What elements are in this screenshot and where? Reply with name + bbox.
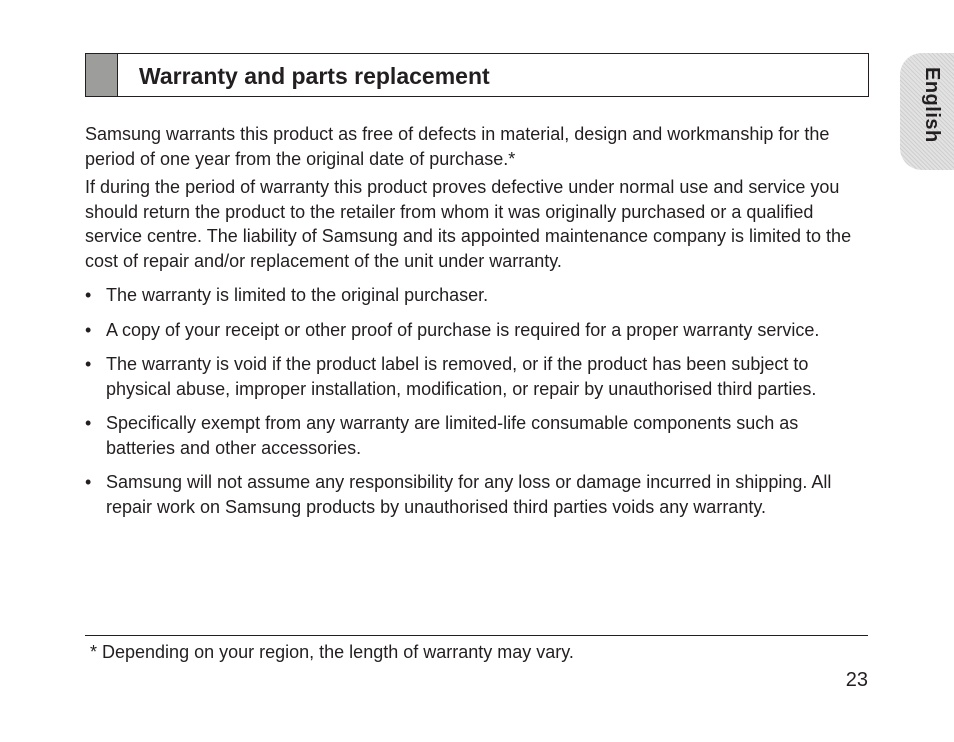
- bullet-item: [85, 283, 871, 308]
- bullet-icon: •: [85, 319, 92, 340]
- bullet-list: [85, 283, 871, 519]
- section-header: [85, 53, 869, 97]
- bullet-text: A copy of your receipt or other proof of purchase is required for a proper warranty service.: [106, 319, 820, 340]
- bullet-text: Specifically exempt from any warranty are limited-life consumable components such as batteries and other accessories.: [106, 413, 799, 458]
- page-number: 23: [845, 669, 868, 691]
- bullet-icon: •: [85, 472, 92, 492]
- footnote-divider: [85, 635, 868, 636]
- bullet-item: [85, 318, 871, 343]
- bullet-item: [85, 411, 871, 460]
- bullet-icon: •: [85, 413, 92, 433]
- bullet-text: Samsung will not assume any responsibility for any loss or damage incurred in shipping. All repair work on Samsung products by unauthorised third parties voids any warranty.: [106, 472, 832, 517]
- section-title: Warranty and parts replacement: [139, 63, 490, 89]
- footnote: * Depending on your region, the length of warranty may vary.: [90, 642, 574, 662]
- language-tab-label: English: [921, 67, 943, 143]
- bullet-item: [85, 352, 871, 401]
- bullet-icon: •: [85, 285, 92, 305]
- body-content: [85, 122, 871, 529]
- bullet-text: The warranty is void if the product label is removed, or if the product has been subject to physical abuse, improper installation, modification, or repair by unauthorised third parties.: [106, 354, 817, 399]
- language-tab: [900, 53, 954, 170]
- header-accent-block: [86, 54, 118, 96]
- paragraph: If during the period of warranty this product proves defective under normal use and service you should return the product to the retailer from whom it was originally purchased or a qualified service centre. The liability of Samsung and its appointed maintenance company is limited to the cost of repair and/or replacement of the unit under warranty.: [85, 177, 852, 271]
- paragraph: Samsung warrants this product as free of defects in material, design and workmanship for the period of one year from the original date of purchase.*: [85, 124, 830, 169]
- bullet-icon: •: [85, 354, 92, 374]
- bullet-text: The warranty is limited to the original purchaser.: [106, 285, 489, 305]
- bullet-item: [85, 470, 871, 519]
